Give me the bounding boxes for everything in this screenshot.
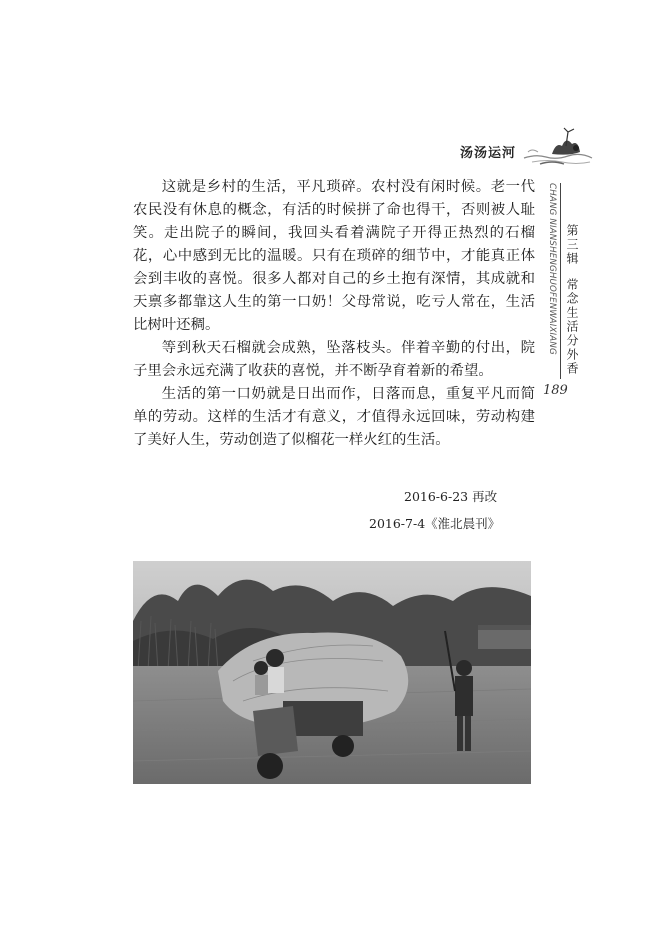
farm-harvest-photo [133,561,531,784]
chapter-label: 第三辑 [565,224,579,266]
ink-landscape-icon [522,124,594,172]
paragraph-2: 等到秋天石榴就会成熟，坠落枝头。伴着辛勤的付出，院子里会永远充满了收获的喜悦，并不断孕育着新的希望。 [133,340,535,379]
page-number: 189 [543,383,568,398]
sidebar-pinyin: CHANG NIANSHENGHUOFENWAIXIANG [547,183,557,355]
article-body [133,176,535,452]
sidebar-divider [560,183,561,379]
paragraph-3: 生活的第一口奶就是日出而作，日落而息，重复平凡而简单的劳动。这样的生活才有意义，才值得永远回味，劳动构建了美好人生，劳动创造了似榴花一样火红的生活。 [133,386,535,448]
chapter-title: 常念生活分外香 [565,278,579,376]
publication-date: 2016-7-4《淮北晨刊》 [369,516,501,531]
sidebar-chapter [563,224,581,384]
paragraph-1: 这就是乡村的生活，平凡琐碎。农村没有闲时候。老一代农民没有休息的概念，有活的时候拼了命也得干，否则被人耻笑。走出院子的瞬间，我回头看着满院子开得正热烈的石榴花，心中感到无比的温暖。只有在琐碎的细节中，才能真正体会到丰收的喜悦。很多人都对自己的乡土抱有深情，其成就和天禀多都靠这人生的第一口奶！父母常说，吃亏人常在，生活比树叶还稠。 [133,179,535,333]
running-header-title: 汤汤运河 [460,146,517,161]
revision-date: 2016-6-23 再改 [404,489,498,504]
